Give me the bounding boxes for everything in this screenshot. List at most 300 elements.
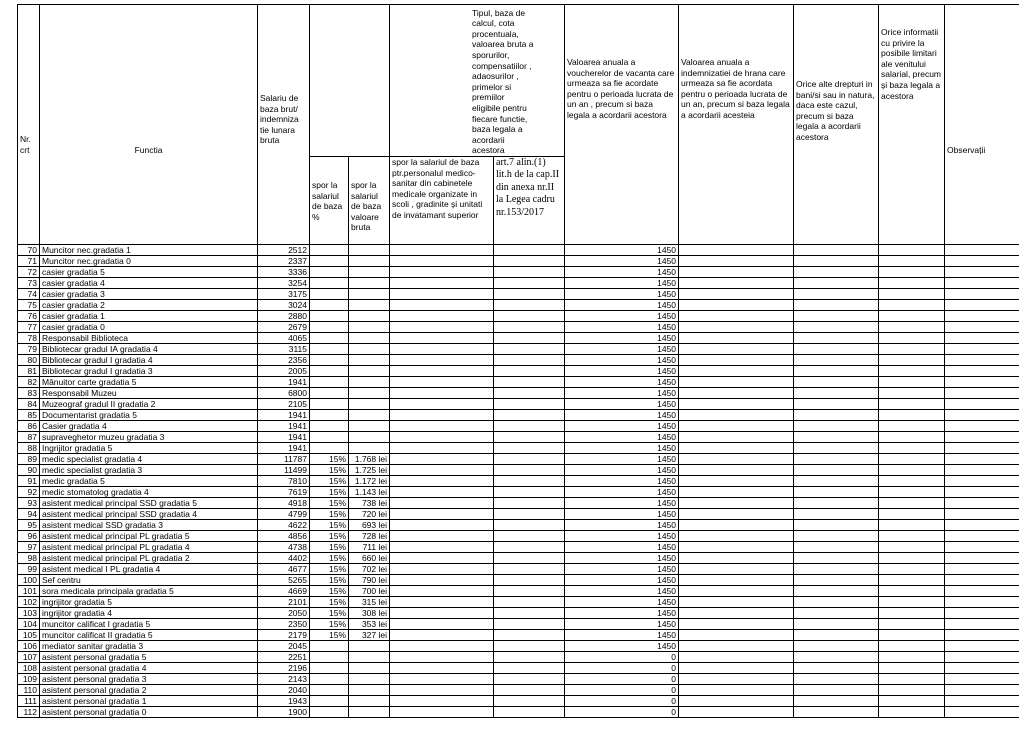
row-spor-desc	[390, 586, 494, 597]
row-hrana	[679, 520, 794, 531]
table-row	[18, 289, 1020, 300]
row-spor-val: 738 lei	[349, 498, 390, 509]
row-spor-pct: 15%	[310, 619, 349, 630]
row-nr: 100	[18, 575, 40, 586]
row-spor-pct: 15%	[310, 608, 349, 619]
row-informatii	[879, 399, 945, 410]
row-art	[494, 652, 565, 663]
row-spor-pct	[310, 696, 349, 707]
row-spor-pct: 15%	[310, 542, 349, 553]
row-salariu: 2179	[258, 630, 310, 641]
row-spor-desc	[390, 410, 494, 421]
row-nr: 102	[18, 597, 40, 608]
row-spor-desc	[390, 311, 494, 322]
row-drepturi	[794, 322, 879, 333]
row-art	[494, 245, 565, 256]
row-salariu: 3024	[258, 300, 310, 311]
row-spor-val	[349, 256, 390, 267]
row-observatii	[945, 289, 1019, 300]
row-spor-pct	[310, 388, 349, 399]
row-functia: Muncitor nec.gradatia 1	[40, 245, 258, 256]
row-spor-desc	[390, 608, 494, 619]
row-spor-val: 728 lei	[349, 531, 390, 542]
row-nr: 95	[18, 520, 40, 531]
row-observatii	[945, 476, 1019, 487]
row-functia: asistent medical SSD gradatia 3	[40, 520, 258, 531]
row-hrana	[679, 685, 794, 696]
row-functia: casier gradatia 3	[40, 289, 258, 300]
row-nr: 93	[18, 498, 40, 509]
table-row	[18, 377, 1020, 388]
table-row	[18, 509, 1020, 520]
row-hrana	[679, 498, 794, 509]
row-spor-desc	[390, 509, 494, 520]
row-drepturi	[794, 267, 879, 278]
row-observatii	[945, 388, 1019, 399]
row-voucher: 1450	[565, 465, 679, 476]
row-art	[494, 630, 565, 641]
row-nr: 99	[18, 564, 40, 575]
row-functia: Mânuitor carte gradatia 5	[40, 377, 258, 388]
row-spor-val	[349, 696, 390, 707]
row-spor-desc	[390, 421, 494, 432]
row-drepturi	[794, 553, 879, 564]
row-salariu: 2005	[258, 366, 310, 377]
row-salariu: 2105	[258, 399, 310, 410]
row-functia: medic gradatia 5	[40, 476, 258, 487]
row-art	[494, 564, 565, 575]
row-hrana	[679, 542, 794, 553]
row-nr: 85	[18, 410, 40, 421]
row-nr: 74	[18, 289, 40, 300]
row-hrana	[679, 421, 794, 432]
row-voucher: 1450	[565, 300, 679, 311]
row-informatii	[879, 520, 945, 531]
row-art	[494, 443, 565, 454]
row-nr: 83	[18, 388, 40, 399]
row-voucher: 1450	[565, 344, 679, 355]
row-hrana	[679, 465, 794, 476]
row-salariu: 11787	[258, 454, 310, 465]
row-functia: Documentarist gradatia 5	[40, 410, 258, 421]
row-nr: 110	[18, 685, 40, 696]
row-spor-desc	[390, 498, 494, 509]
row-art	[494, 674, 565, 685]
row-drepturi	[794, 432, 879, 443]
row-spor-desc	[390, 278, 494, 289]
row-spor-desc	[390, 597, 494, 608]
row-informatii	[879, 696, 945, 707]
row-spor-desc	[390, 487, 494, 498]
row-spor-val	[349, 707, 390, 718]
row-salariu: 3336	[258, 267, 310, 278]
row-voucher: 1450	[565, 322, 679, 333]
row-salariu: 2196	[258, 663, 310, 674]
table-row	[18, 256, 1020, 267]
row-observatii	[945, 608, 1019, 619]
row-spor-val: 315 lei	[349, 597, 390, 608]
row-drepturi	[794, 696, 879, 707]
row-drepturi	[794, 443, 879, 454]
header-art: art.7 alin.(1) lit.h de la cap.II din anexa nr.II la Legea cadru nr.153/2017	[494, 157, 565, 245]
table-row	[18, 586, 1020, 597]
row-informatii	[879, 509, 945, 520]
row-salariu: 2356	[258, 355, 310, 366]
row-observatii	[945, 509, 1019, 520]
row-drepturi	[794, 366, 879, 377]
row-hrana	[679, 443, 794, 454]
row-art	[494, 355, 565, 366]
row-functia: Responsabil Biblioteca	[40, 333, 258, 344]
row-nr: 109	[18, 674, 40, 685]
row-hrana	[679, 575, 794, 586]
table-row	[18, 575, 1020, 586]
row-spor-val: 1.172 lei	[349, 476, 390, 487]
row-functia: Muncitor nec.gradatia 0	[40, 256, 258, 267]
row-nr: 104	[18, 619, 40, 630]
row-spor-desc	[390, 355, 494, 366]
row-functia: casier gradatia 2	[40, 300, 258, 311]
row-observatii	[945, 575, 1019, 586]
row-informatii	[879, 278, 945, 289]
row-hrana	[679, 663, 794, 674]
row-spor-desc	[390, 663, 494, 674]
row-nr: 111	[18, 696, 40, 707]
row-voucher: 1450	[565, 542, 679, 553]
row-art	[494, 278, 565, 289]
row-salariu: 2045	[258, 641, 310, 652]
row-hrana	[679, 300, 794, 311]
row-spor-val	[349, 300, 390, 311]
table-row	[18, 520, 1020, 531]
row-drepturi	[794, 641, 879, 652]
row-spor-val	[349, 322, 390, 333]
table-row	[18, 443, 1020, 454]
row-observatii	[945, 586, 1019, 597]
row-salariu: 1941	[258, 443, 310, 454]
row-spor-val	[349, 289, 390, 300]
row-drepturi	[794, 410, 879, 421]
row-nr: 87	[18, 432, 40, 443]
row-informatii	[879, 663, 945, 674]
row-spor-pct	[310, 707, 349, 718]
table-row	[18, 630, 1020, 641]
row-informatii	[879, 443, 945, 454]
row-drepturi	[794, 388, 879, 399]
row-spor-pct	[310, 311, 349, 322]
row-art	[494, 377, 565, 388]
row-informatii	[879, 531, 945, 542]
row-art	[494, 399, 565, 410]
row-art	[494, 663, 565, 674]
row-informatii	[879, 564, 945, 575]
row-spor-val: 693 lei	[349, 520, 390, 531]
row-spor-desc	[390, 652, 494, 663]
row-spor-pct: 15%	[310, 454, 349, 465]
row-salariu: 1941	[258, 410, 310, 421]
row-observatii	[945, 344, 1019, 355]
row-nr: 90	[18, 465, 40, 476]
row-observatii	[945, 267, 1019, 278]
row-spor-pct	[310, 278, 349, 289]
row-drepturi	[794, 542, 879, 553]
row-spor-desc	[390, 685, 494, 696]
row-observatii	[945, 245, 1019, 256]
row-informatii	[879, 542, 945, 553]
row-functia: Sef centru	[40, 575, 258, 586]
row-hrana	[679, 487, 794, 498]
row-drepturi	[794, 509, 879, 520]
row-hrana	[679, 707, 794, 718]
row-art	[494, 410, 565, 421]
row-voucher: 1450	[565, 278, 679, 289]
row-salariu: 7619	[258, 487, 310, 498]
row-spor-pct: 15%	[310, 487, 349, 498]
row-salariu: 3254	[258, 278, 310, 289]
row-spor-val: 327 lei	[349, 630, 390, 641]
row-salariu: 1941	[258, 421, 310, 432]
row-observatii	[945, 333, 1019, 344]
row-salariu: 1941	[258, 377, 310, 388]
row-informatii	[879, 476, 945, 487]
row-drepturi	[794, 663, 879, 674]
row-voucher: 1450	[565, 355, 679, 366]
row-hrana	[679, 454, 794, 465]
row-voucher: 1450	[565, 377, 679, 388]
header-informatii: Orice informatii cu privire la posibile limitari ale venitului salarial, precum și baza legala a acestora	[879, 5, 945, 245]
row-art	[494, 619, 565, 630]
table-row	[18, 685, 1020, 696]
row-drepturi	[794, 652, 879, 663]
row-observatii	[945, 498, 1019, 509]
row-spor-desc	[390, 443, 494, 454]
row-spor-pct: 15%	[310, 630, 349, 641]
row-observatii	[945, 542, 1019, 553]
row-hrana	[679, 674, 794, 685]
row-informatii	[879, 245, 945, 256]
row-voucher: 1450	[565, 366, 679, 377]
row-functia: Muzeograf gradul II gradatia 2	[40, 399, 258, 410]
row-spor-desc	[390, 476, 494, 487]
row-voucher: 1450	[565, 520, 679, 531]
row-observatii	[945, 278, 1019, 289]
row-spor-desc	[390, 454, 494, 465]
row-voucher: 1450	[565, 630, 679, 641]
row-drepturi	[794, 245, 879, 256]
row-spor-val: 660 lei	[349, 553, 390, 564]
row-art	[494, 421, 565, 432]
table-row	[18, 608, 1020, 619]
row-voucher: 1450	[565, 399, 679, 410]
row-spor-desc	[390, 465, 494, 476]
row-informatii	[879, 322, 945, 333]
row-voucher: 1450	[565, 553, 679, 564]
row-observatii	[945, 465, 1019, 476]
table-row	[18, 245, 1020, 256]
table-row	[18, 366, 1020, 377]
row-drepturi	[794, 575, 879, 586]
row-spor-val	[349, 399, 390, 410]
row-hrana	[679, 355, 794, 366]
row-spor-desc	[390, 531, 494, 542]
row-functia: asistent medical principal SSD gradatia 4	[40, 509, 258, 520]
row-hrana	[679, 553, 794, 564]
row-drepturi	[794, 630, 879, 641]
row-nr: 82	[18, 377, 40, 388]
row-functia: casier gradatia 0	[40, 322, 258, 333]
row-spor-desc	[390, 377, 494, 388]
row-salariu: 2251	[258, 652, 310, 663]
row-drepturi	[794, 597, 879, 608]
row-spor-pct	[310, 322, 349, 333]
row-spor-pct: 15%	[310, 498, 349, 509]
table-row	[18, 652, 1020, 663]
row-nr: 91	[18, 476, 40, 487]
row-drepturi	[794, 564, 879, 575]
row-informatii	[879, 608, 945, 619]
row-hrana	[679, 256, 794, 267]
row-hrana	[679, 245, 794, 256]
row-functia: asistent personal gradatia 3	[40, 674, 258, 685]
row-salariu: 2350	[258, 619, 310, 630]
row-voucher: 1450	[565, 498, 679, 509]
row-salariu: 4856	[258, 531, 310, 542]
row-functia: medic stomatolog gradatia 4	[40, 487, 258, 498]
row-art	[494, 311, 565, 322]
row-informatii	[879, 410, 945, 421]
row-salariu: 1900	[258, 707, 310, 718]
row-spor-desc	[390, 619, 494, 630]
row-observatii	[945, 685, 1019, 696]
row-nr: 86	[18, 421, 40, 432]
header-row-1	[18, 5, 1020, 157]
row-hrana	[679, 619, 794, 630]
row-informatii	[879, 366, 945, 377]
table-row	[18, 421, 1020, 432]
row-informatii	[879, 553, 945, 564]
row-spor-val: 711 lei	[349, 542, 390, 553]
row-hrana	[679, 641, 794, 652]
table-row	[18, 465, 1020, 476]
row-spor-desc	[390, 542, 494, 553]
row-observatii	[945, 674, 1019, 685]
row-art	[494, 553, 565, 564]
row-nr: 96	[18, 531, 40, 542]
row-functia: sora medicala principala gradatia 5	[40, 586, 258, 597]
row-nr: 108	[18, 663, 40, 674]
row-observatii	[945, 641, 1019, 652]
row-functia: Ingrijitor gradatia 5	[40, 443, 258, 454]
row-drepturi	[794, 619, 879, 630]
row-drepturi	[794, 278, 879, 289]
row-voucher: 1450	[565, 564, 679, 575]
row-drepturi	[794, 355, 879, 366]
row-observatii	[945, 696, 1019, 707]
table-row	[18, 454, 1020, 465]
table-row	[18, 311, 1020, 322]
header-empty-spor	[310, 5, 390, 157]
row-informatii	[879, 333, 945, 344]
row-informatii	[879, 311, 945, 322]
row-spor-val	[349, 366, 390, 377]
row-informatii	[879, 498, 945, 509]
row-drepturi	[794, 707, 879, 718]
row-voucher: 1450	[565, 311, 679, 322]
row-art	[494, 267, 565, 278]
row-hrana	[679, 311, 794, 322]
row-spor-pct	[310, 399, 349, 410]
row-voucher: 1450	[565, 267, 679, 278]
row-observatii	[945, 443, 1019, 454]
row-spor-pct	[310, 410, 349, 421]
row-voucher: 1450	[565, 476, 679, 487]
row-spor-pct: 15%	[310, 509, 349, 520]
salary-table-sheet	[17, 4, 1019, 732]
row-functia: casier gradatia 1	[40, 311, 258, 322]
row-functia: asistent medical principal PL gradatia 5	[40, 531, 258, 542]
table-row	[18, 707, 1020, 718]
row-hrana	[679, 289, 794, 300]
table-row	[18, 531, 1020, 542]
row-informatii	[879, 641, 945, 652]
row-informatii	[879, 597, 945, 608]
row-functia: Bibliotecar gradul I gradatia 4	[40, 355, 258, 366]
row-drepturi	[794, 333, 879, 344]
header-spor-desc: spor la salariul de baza ptr.personalul medico-sanitar din cabinetele medicale organizate in scoli , gradinite și unitati de invatamant superior	[390, 157, 494, 245]
row-nr: 98	[18, 553, 40, 564]
row-voucher: 1450	[565, 575, 679, 586]
table-row	[18, 355, 1020, 366]
table-row	[18, 432, 1020, 443]
row-observatii	[945, 421, 1019, 432]
row-art	[494, 575, 565, 586]
row-spor-pct	[310, 652, 349, 663]
row-nr: 92	[18, 487, 40, 498]
row-art	[494, 608, 565, 619]
row-art	[494, 256, 565, 267]
row-informatii	[879, 630, 945, 641]
row-drepturi	[794, 531, 879, 542]
row-spor-pct	[310, 333, 349, 344]
row-functia: asistent medical principal PL gradatia 4	[40, 542, 258, 553]
row-spor-desc	[390, 388, 494, 399]
row-spor-desc	[390, 256, 494, 267]
row-informatii	[879, 388, 945, 399]
row-informatii	[879, 344, 945, 355]
row-informatii	[879, 432, 945, 443]
row-observatii	[945, 366, 1019, 377]
row-voucher: 1450	[565, 509, 679, 520]
row-spor-pct	[310, 663, 349, 674]
row-hrana	[679, 399, 794, 410]
row-informatii	[879, 575, 945, 586]
row-nr: 88	[18, 443, 40, 454]
row-drepturi	[794, 520, 879, 531]
row-observatii	[945, 256, 1019, 267]
row-art	[494, 289, 565, 300]
row-spor-pct	[310, 289, 349, 300]
row-hrana	[679, 586, 794, 597]
row-art	[494, 586, 565, 597]
row-spor-desc	[390, 322, 494, 333]
row-nr: 97	[18, 542, 40, 553]
row-spor-pct	[310, 432, 349, 443]
row-spor-desc	[390, 245, 494, 256]
row-spor-desc	[390, 399, 494, 410]
row-art	[494, 388, 565, 399]
row-observatii	[945, 520, 1019, 531]
row-functia: muncitor calificat I gradatia 5	[40, 619, 258, 630]
